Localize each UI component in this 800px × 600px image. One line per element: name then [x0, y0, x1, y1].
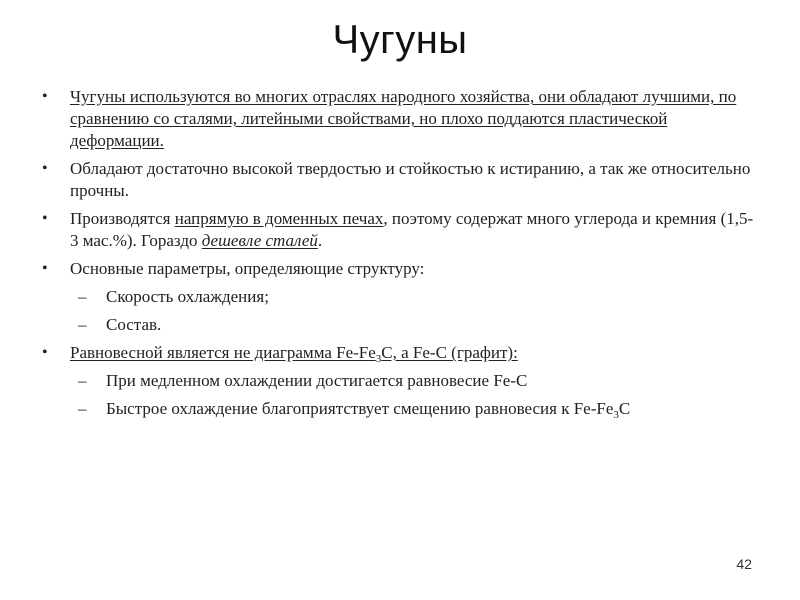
blast-furnace-link[interactable]: напрямую в доменных печах [174, 209, 384, 228]
sub-text-cooling-rate: Скорость охлаждения; [106, 287, 269, 306]
bullet-text-hardness: Обладают достаточно высокой твердостью и стойкостью к истиранию, а так же относительно прочны. [70, 159, 751, 200]
production-text-mid: , поэтому содержат много углерода и кремния (1,5-3 мас.%). Гораздо [70, 209, 754, 250]
sub-item-fast-cooling [42, 398, 758, 420]
cheaper-than-steel-link[interactable]: дешевле сталей [201, 231, 318, 250]
sub-text-composition: Состав. [106, 315, 162, 334]
bullet-text-usage[interactable]: Чугуны используются во многих отраслях народного хозяйства, они обладают лучшими, по сравнению со сталями, литейными свойствами, но плохо поддаются пластической деформации. [70, 87, 737, 150]
bullet-item-parameters [42, 258, 758, 280]
subscript-digit: 3 [375, 353, 382, 365]
sub-item-slow-cooling [42, 370, 758, 392]
subscript-digit: 3 [613, 409, 619, 421]
sub-text-slow-cooling: При медленном охлаждении достигается равновесие Fe-C [106, 371, 528, 390]
page-number: 42 [736, 556, 752, 572]
bullet-marker: • [42, 260, 48, 277]
dash-marker: – [78, 287, 87, 306]
dash-marker: – [78, 315, 87, 334]
equilibrium-text-post: C, а Fe-C (графит): [381, 343, 518, 362]
production-text-post: . [317, 231, 323, 250]
equilibrium-diagram-link[interactable] [70, 343, 518, 365]
bullet-text-parameters: Основные параметры, определяющие структуру: [70, 259, 425, 278]
production-text-pre: Производятся [70, 209, 175, 228]
sub-item-cooling-rate [42, 286, 758, 308]
sub-text-fast-cooling-pre: Быстрое охлаждение благоприятствует смещению равновесия к Fe-Fe [106, 399, 614, 418]
bullet-item-production [42, 208, 758, 252]
bullet-marker: • [42, 344, 48, 361]
dash-marker: – [78, 399, 87, 418]
bullet-item-hardness [42, 158, 758, 202]
bullet-item-usage [42, 86, 758, 152]
bullet-marker: • [42, 160, 48, 177]
bullet-marker: • [42, 88, 48, 105]
bullet-list [42, 86, 758, 426]
bullet-item-equilibrium [42, 342, 758, 364]
dash-marker: – [78, 371, 87, 390]
bullet-marker: • [42, 210, 48, 227]
sub-text-fast-cooling-post: C [618, 399, 631, 418]
sub-item-composition [42, 314, 758, 336]
slide-title: Чугуны [332, 18, 468, 62]
equilibrium-text-pre: Равновесной является не диаграмма Fe-Fe [70, 343, 376, 362]
